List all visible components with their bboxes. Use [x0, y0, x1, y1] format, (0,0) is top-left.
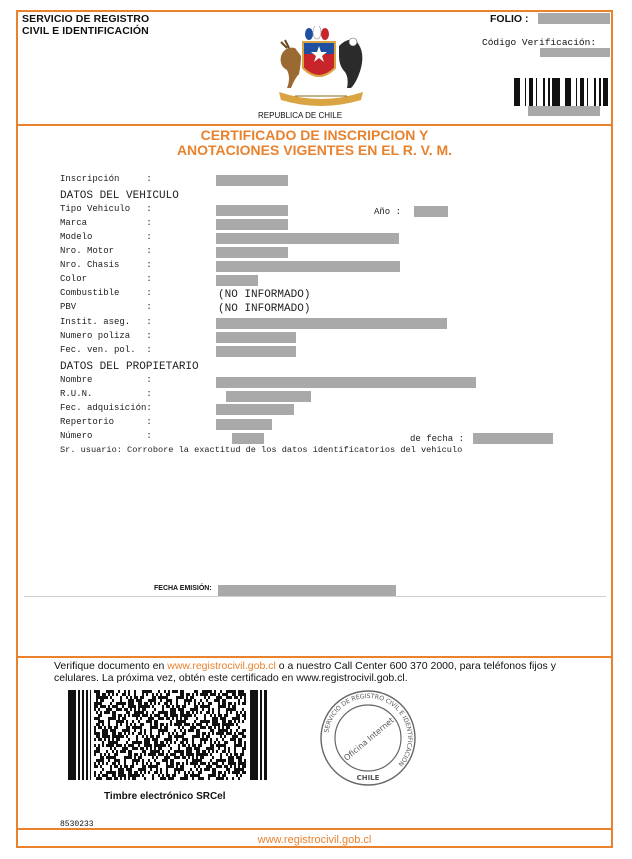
run-redacted: [226, 391, 311, 402]
verify-text-a: Verifique documento en: [54, 660, 168, 672]
marca-label: Marca :: [60, 218, 152, 228]
title-line-1: CERTIFICADO DE INSCRIPCION Y: [200, 127, 429, 143]
repertorio-label: Repertorio :: [60, 417, 152, 427]
codigo-verificacion-label: Código Verificación:: [482, 37, 597, 48]
poliza-redacted: [216, 332, 296, 343]
combustible-label: Combustible :: [60, 288, 152, 298]
document-title: [16, 128, 613, 158]
fec-ven-redacted: [216, 346, 296, 357]
chasis-label: Nro. Chasis :: [60, 260, 152, 270]
numero-redacted: [232, 433, 264, 444]
tipo-vehiculo-label: Tipo Vehiculo :: [60, 204, 152, 214]
republica-label: REPUBLICA DE CHILE: [258, 111, 343, 120]
instit-aseg-redacted: [216, 318, 447, 329]
section-vehiculo: DATOS DEL VEHICULO: [60, 190, 179, 202]
run-label: R.U.N. :: [60, 389, 152, 399]
folio-label: FOLIO :: [490, 13, 529, 25]
stamp-outer-text: SERVICIO DE REGISTRO CIVIL E IDENTIFICACIÓN: [323, 692, 414, 768]
numero-label: Número :: [60, 431, 152, 441]
poliza-label: Numero poliza :: [60, 331, 152, 341]
timbre-label: Timbre electrónico SRCel: [104, 791, 226, 802]
modelo-label: Modelo :: [60, 232, 152, 242]
header-divider: [16, 124, 613, 126]
stamp-inner-text: Oficina Internet: [342, 715, 396, 763]
marca-redacted: [216, 219, 288, 230]
motor-label: Nro. Motor :: [60, 246, 152, 256]
repertorio-redacted: [216, 419, 272, 430]
de-fecha-label: de fecha :: [410, 434, 465, 444]
combustible-value: (NO INFORMADO): [218, 289, 311, 301]
footer-divider-bottom: [16, 828, 613, 830]
color-redacted: [216, 275, 258, 286]
verify-notice: [54, 660, 594, 684]
pdf417-barcode-icon: [68, 690, 268, 780]
oficina-internet-stamp-icon: [318, 688, 418, 788]
section-propietario: DATOS DEL PROPIETARIO: [60, 361, 199, 373]
sr-usuario-notice: Sr. usuario: Corrobore la exactitud de los datos identificatorios del vehiculo: [60, 445, 463, 455]
nombre-redacted: [216, 377, 476, 388]
fec-adquisicion-redacted: [216, 404, 294, 415]
code-number: 8530233: [60, 820, 94, 829]
pbv-label: PBV :: [60, 302, 152, 312]
coat-of-arms-icon: [265, 26, 377, 110]
footer-divider-top: [16, 656, 613, 658]
anio-redacted: [414, 206, 448, 217]
verify-link[interactable]: www.registrocivil.gob.cl: [167, 660, 276, 672]
motor-redacted: [216, 247, 288, 258]
header-barcode-icon: [514, 78, 610, 106]
anio-label: Año :: [374, 207, 402, 217]
fecha-emision-label: FECHA EMISIÓN:: [154, 585, 212, 592]
folio-redacted: [538, 13, 610, 24]
stamp-bottom-text: CHILE: [356, 774, 380, 782]
chasis-redacted: [216, 261, 400, 272]
barcode-number-redacted: [528, 106, 600, 116]
nombre-label: Nombre :: [60, 375, 152, 385]
emission-separator: [24, 596, 606, 597]
color-label: Color :: [60, 274, 152, 284]
inscripcion-redacted: [216, 175, 288, 186]
pbv-value: (NO INFORMADO): [218, 303, 311, 315]
title-line-2: ANOTACIONES VIGENTES EN EL R. V. M.: [176, 142, 453, 158]
de-fecha-redacted: [473, 433, 553, 444]
fec-adquisicion-label: Fec. adquisición:: [60, 403, 152, 413]
institution-line-1: SERVICIO DE REGISTRO: [22, 13, 150, 25]
codigo-redacted: [540, 48, 610, 57]
fec-ven-label: Fec. ven. pol. :: [60, 345, 152, 355]
footer-url[interactable]: www.registrocivil.gob.cl: [257, 834, 372, 846]
inscripcion-label: Inscripción :: [60, 174, 152, 184]
institution-name: [22, 13, 149, 37]
instit-aseg-label: Instit. aseg. :: [60, 317, 152, 327]
tipo-vehiculo-redacted: [216, 205, 288, 216]
modelo-redacted: [216, 233, 399, 244]
institution-line-2: CIVIL E IDENTIFICACIÓN: [22, 25, 149, 37]
verify-text-b: o a nuestro Call Center 600 370 2000, para teléfonos fijos y celulares. La próxima vez, obtén este certificado en www.registrocivil.gob.cl.: [54, 660, 556, 684]
fecha-emision-redacted: [218, 585, 396, 596]
